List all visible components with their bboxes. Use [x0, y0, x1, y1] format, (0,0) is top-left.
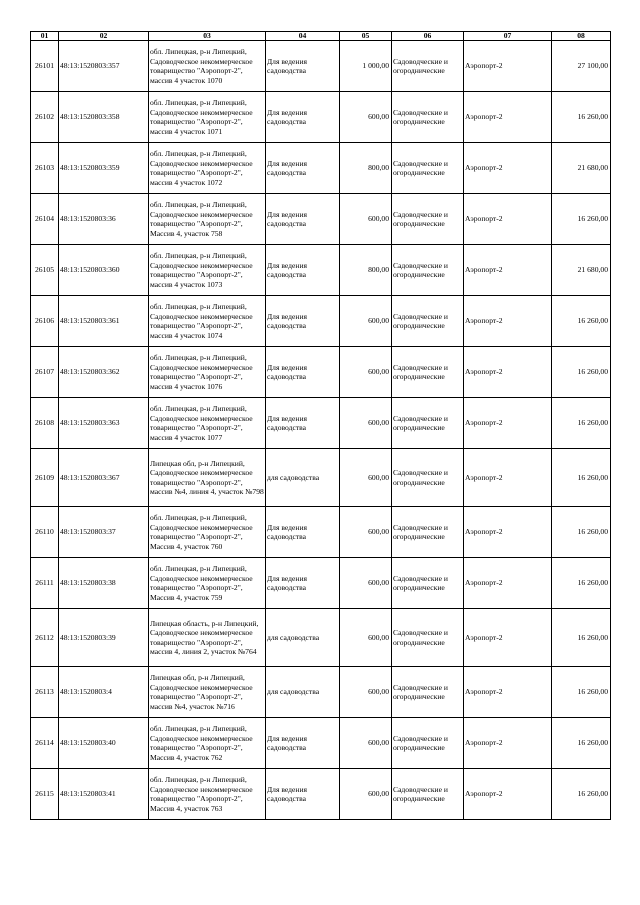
cell-number: 26104 [31, 194, 59, 245]
cell-address [149, 296, 266, 347]
column-header-07: 07 [464, 32, 552, 41]
address-text: Липецкая обл, р-н Липецкий, Садоводческое некоммерческое товарищество "Аэропорт-2", массив №4, участок №716 [150, 673, 253, 711]
address-text: обл. Липецкая, р-н Липецкий, Садоводческое некоммерческое товарищество "Аэропорт-2", массив 4 участок 1071 [150, 98, 253, 136]
cell-permitted-use: Для ведения садоводства [266, 507, 340, 558]
column-header-05: 05 [340, 32, 392, 41]
cell-land-category: Садоводческие и огороднические [392, 769, 464, 820]
cell-valuation-zone: Аэропорт-2 [464, 92, 552, 143]
cell-area: 800,00 [340, 245, 392, 296]
cell-cadastral-number: 48:13:1520803:37 [59, 507, 149, 558]
cell-cadastral-value: 16 260,00 [552, 347, 611, 398]
table-row [31, 507, 611, 558]
cell-cadastral-value: 27 100,00 [552, 41, 611, 92]
cell-address [149, 92, 266, 143]
cell-address [149, 667, 266, 718]
cell-valuation-zone: Аэропорт-2 [464, 667, 552, 718]
cell-address [149, 41, 266, 92]
cell-number: 26106 [31, 296, 59, 347]
cell-cadastral-value: 16 260,00 [552, 296, 611, 347]
address-text: Липецкая обл, р-н Липецкий, Садоводческое некоммерческое товарищество "Аэропорт-2", массив №4, линия 4, участок №798 [150, 458, 264, 496]
cell-number: 26109 [31, 449, 59, 507]
cell-number: 26102 [31, 92, 59, 143]
cell-cadastral-value: 16 260,00 [552, 449, 611, 507]
address-text: обл. Липецкая, р-н Липецкий, Садоводческое некоммерческое товарищество "Аэропорт-2", массив 4 участок 1074 [150, 302, 253, 340]
address-text: обл. Липецкая, р-н Липецкий, Садоводческое некоммерческое товарищество "Аэропорт-2", массив 4 участок 1073 [150, 251, 253, 289]
address-text: обл. Липецкая, р-н Липецкий, Садоводческое некоммерческое товарищество "Аэропорт-2", массив 4 участок 1076 [150, 353, 253, 391]
cell-cadastral-value: 16 260,00 [552, 718, 611, 769]
cell-valuation-zone: Аэропорт-2 [464, 507, 552, 558]
cell-cadastral-number: 48:13:1520803:39 [59, 609, 149, 667]
cell-cadastral-value: 16 260,00 [552, 769, 611, 820]
cell-land-category: Садоводческие и огороднические [392, 507, 464, 558]
table-row [31, 194, 611, 245]
cell-land-category: Садоводческие и огороднические [392, 667, 464, 718]
cell-area: 600,00 [340, 449, 392, 507]
cell-area: 600,00 [340, 507, 392, 558]
cell-area: 600,00 [340, 609, 392, 667]
cell-valuation-zone: Аэропорт-2 [464, 769, 552, 820]
address-text: обл. Липецкая, р-н Липецкий, Садоводческое некоммерческое товарищество "Аэропорт-2", массив 4 участок 1070 [150, 47, 253, 85]
cell-cadastral-value: 21 680,00 [552, 143, 611, 194]
cell-area: 600,00 [340, 718, 392, 769]
table-row [31, 398, 611, 449]
cell-number: 26107 [31, 347, 59, 398]
cell-address [149, 609, 266, 667]
table-row [31, 718, 611, 769]
cell-land-category: Садоводческие и огороднические [392, 558, 464, 609]
cell-address [149, 507, 266, 558]
cell-address [149, 769, 266, 820]
cell-area: 800,00 [340, 143, 392, 194]
cell-cadastral-number: 48:13:1520803:4 [59, 667, 149, 718]
table-body [31, 41, 611, 820]
cell-land-category: Садоводческие и огороднические [392, 143, 464, 194]
table-row [31, 245, 611, 296]
cell-cadastral-value: 21 680,00 [552, 245, 611, 296]
table-row [31, 92, 611, 143]
cell-area: 600,00 [340, 347, 392, 398]
land-registry-table [30, 31, 611, 820]
table-row [31, 558, 611, 609]
table-row [31, 296, 611, 347]
table-row [31, 347, 611, 398]
cell-cadastral-number: 48:13:1520803:363 [59, 398, 149, 449]
cell-cadastral-number: 48:13:1520803:357 [59, 41, 149, 92]
column-header-01: 01 [31, 32, 59, 41]
address-text: обл. Липецкая, р-н Липецкий, Садоводческое некоммерческое товарищество "Аэропорт-2", Массив 4, участок 762 [150, 724, 253, 762]
cell-land-category: Садоводческие и огороднические [392, 194, 464, 245]
address-text: Липецкая область, р-н Липецкий, Садоводческое некоммерческое товарищество "Аэропорт-2", массив 4, линия 2, участок №764 [150, 618, 259, 656]
cell-permitted-use: Для ведения садоводства [266, 41, 340, 92]
cell-address [149, 718, 266, 769]
cell-valuation-zone: Аэропорт-2 [464, 347, 552, 398]
column-header-03: 03 [149, 32, 266, 41]
cell-cadastral-value: 16 260,00 [552, 92, 611, 143]
cell-number: 26108 [31, 398, 59, 449]
cell-valuation-zone: Аэропорт-2 [464, 143, 552, 194]
cell-permitted-use: Для ведения садоводства [266, 194, 340, 245]
cell-valuation-zone: Аэропорт-2 [464, 194, 552, 245]
cell-valuation-zone: Аэропорт-2 [464, 609, 552, 667]
cell-permitted-use: Для ведения садоводства [266, 558, 340, 609]
address-text: обл. Липецкая, р-н Липецкий, Садоводческое некоммерческое товарищество "Аэропорт-2", массив 4 участок 1072 [150, 149, 253, 187]
column-header-04: 04 [266, 32, 340, 41]
table-row [31, 143, 611, 194]
cell-permitted-use: Для ведения садоводства [266, 718, 340, 769]
cell-land-category: Садоводческие и огороднические [392, 347, 464, 398]
cell-cadastral-number: 48:13:1520803:40 [59, 718, 149, 769]
cell-permitted-use: Для ведения садоводства [266, 347, 340, 398]
table-row [31, 609, 611, 667]
cell-permitted-use: Для ведения садоводства [266, 143, 340, 194]
cell-cadastral-value: 16 260,00 [552, 507, 611, 558]
cell-cadastral-value: 16 260,00 [552, 558, 611, 609]
column-header-06: 06 [392, 32, 464, 41]
cell-area: 600,00 [340, 296, 392, 347]
cell-area: 600,00 [340, 398, 392, 449]
cell-valuation-zone: Аэропорт-2 [464, 245, 552, 296]
cell-valuation-zone: Аэропорт-2 [464, 41, 552, 92]
cell-area: 600,00 [340, 558, 392, 609]
cell-address [149, 245, 266, 296]
cell-permitted-use: для садоводства [266, 449, 340, 507]
cell-cadastral-number: 48:13:1520803:36 [59, 194, 149, 245]
cell-cadastral-number: 48:13:1520803:359 [59, 143, 149, 194]
cell-permitted-use: для садоводства [266, 609, 340, 667]
cell-number: 26111 [31, 558, 59, 609]
cell-cadastral-value: 16 260,00 [552, 194, 611, 245]
cell-number: 26110 [31, 507, 59, 558]
cell-number: 26115 [31, 769, 59, 820]
cell-land-category: Садоводческие и огороднические [392, 41, 464, 92]
cell-cadastral-value: 16 260,00 [552, 667, 611, 718]
address-text: обл. Липецкая, р-н Липецкий, Садоводческое некоммерческое товарищество "Аэропорт-2", Массив 4, участок 759 [150, 564, 253, 602]
cell-land-category: Садоводческие и огороднические [392, 92, 464, 143]
cell-area: 600,00 [340, 769, 392, 820]
cell-address [149, 194, 266, 245]
cell-area: 600,00 [340, 667, 392, 718]
cell-land-category: Садоводческие и огороднические [392, 245, 464, 296]
cell-valuation-zone: Аэропорт-2 [464, 296, 552, 347]
cell-valuation-zone: Аэропорт-2 [464, 449, 552, 507]
header-row [31, 32, 611, 41]
cell-number: 26113 [31, 667, 59, 718]
cell-valuation-zone: Аэропорт-2 [464, 718, 552, 769]
cell-permitted-use: Для ведения садоводства [266, 398, 340, 449]
cell-land-category: Садоводческие и огороднические [392, 609, 464, 667]
cell-land-category: Садоводческие и огороднические [392, 398, 464, 449]
column-header-08: 08 [552, 32, 611, 41]
table-row [31, 41, 611, 92]
cell-address [149, 398, 266, 449]
cell-cadastral-number: 48:13:1520803:38 [59, 558, 149, 609]
cell-permitted-use: для садоводства [266, 667, 340, 718]
address-text: обл. Липецкая, р-н Липецкий, Садоводческое некоммерческое товарищество "Аэропорт-2", Массив 4, участок 763 [150, 775, 253, 813]
cell-cadastral-number: 48:13:1520803:362 [59, 347, 149, 398]
cell-cadastral-value: 16 260,00 [552, 398, 611, 449]
cell-cadastral-value: 16 260,00 [552, 609, 611, 667]
column-header-02: 02 [59, 32, 149, 41]
table-row [31, 449, 611, 507]
address-text: обл. Липецкая, р-н Липецкий, Садоводческое некоммерческое товарищество "Аэропорт-2", Массив 4, участок 760 [150, 513, 253, 551]
cell-number: 26101 [31, 41, 59, 92]
address-text: обл. Липецкая, р-н Липецкий, Садоводческое некоммерческое товарищество "Аэропорт-2", массив 4 участок 1077 [150, 404, 253, 442]
cell-address [149, 347, 266, 398]
cell-permitted-use: Для ведения садоводства [266, 296, 340, 347]
cell-number: 26105 [31, 245, 59, 296]
cell-permitted-use: Для ведения садоводства [266, 245, 340, 296]
cell-cadastral-number: 48:13:1520803:367 [59, 449, 149, 507]
cell-cadastral-number: 48:13:1520803:361 [59, 296, 149, 347]
cell-land-category: Садоводческие и огороднические [392, 296, 464, 347]
cell-cadastral-number: 48:13:1520803:360 [59, 245, 149, 296]
cell-number: 26114 [31, 718, 59, 769]
cell-land-category: Садоводческие и огороднические [392, 449, 464, 507]
cell-address [149, 558, 266, 609]
cell-address [149, 143, 266, 194]
cell-number: 26112 [31, 609, 59, 667]
cell-area: 1 000,00 [340, 41, 392, 92]
cell-permitted-use: Для ведения садоводства [266, 769, 340, 820]
cell-permitted-use: Для ведения садоводства [266, 92, 340, 143]
cell-number: 26103 [31, 143, 59, 194]
address-text: обл. Липецкая, р-н Липецкий, Садоводческое некоммерческое товарищество "Аэропорт-2", Массив 4, участок 758 [150, 200, 253, 238]
table-row [31, 769, 611, 820]
cell-land-category: Садоводческие и огороднические [392, 718, 464, 769]
cell-address [149, 449, 266, 507]
cell-valuation-zone: Аэропорт-2 [464, 558, 552, 609]
cell-area: 600,00 [340, 194, 392, 245]
table-row [31, 667, 611, 718]
cell-cadastral-number: 48:13:1520803:358 [59, 92, 149, 143]
cell-cadastral-number: 48:13:1520803:41 [59, 769, 149, 820]
cell-area: 600,00 [340, 92, 392, 143]
cell-valuation-zone: Аэропорт-2 [464, 398, 552, 449]
